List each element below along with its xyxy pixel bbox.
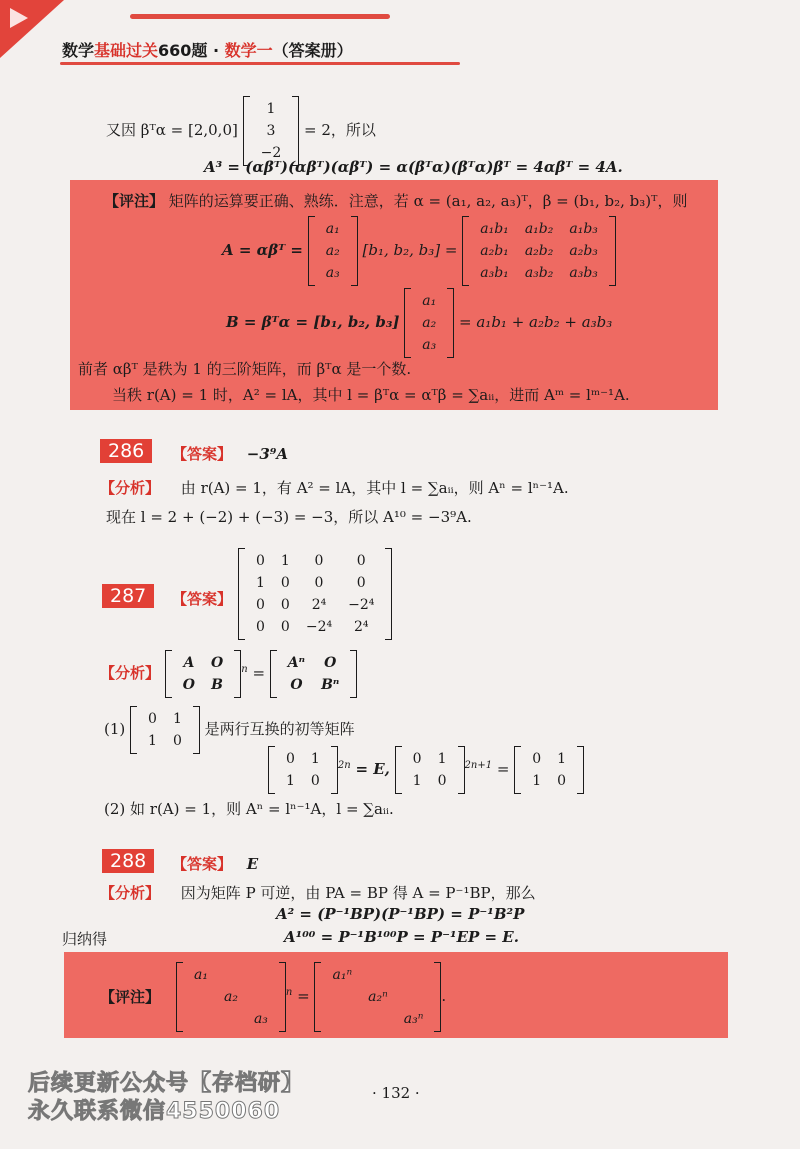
q287-number: 287 xyxy=(102,585,154,607)
q287-part1-eq: 0 1 1 0 $^{2n}$ = E, 0 1 1 0 $^{2n+1}$ = 0 1 1 0 xyxy=(268,746,584,794)
q288-analysis-3: A¹⁰⁰ = P⁻¹B¹⁰⁰P = P⁻¹EP = E. xyxy=(284,928,519,946)
q286-answer: 【答案】 −3⁹A xyxy=(172,445,289,463)
q288-answer: 【答案】 E xyxy=(172,855,259,873)
diag-matrix: a₁ a₂ a₃ xyxy=(176,962,286,1032)
header-rule-bottom xyxy=(60,62,460,65)
block-matrix-rhs: Aⁿ O O Bⁿ xyxy=(270,650,358,698)
top-line1: 又因 βᵀα = [2,0,0] 1 3 −2 = 2，所以 xyxy=(106,96,376,166)
note2-diag-eq: a₁ a₂ a₃ $^n$ = a₁ⁿ a₂ⁿ a₃ⁿ . xyxy=(176,962,446,1032)
q286-analysis-2: 现在 l = 2 + (−2) + (−3) = −3，所以 A¹⁰ = −3⁹A. xyxy=(106,508,472,526)
note1-intro: 【评注】 矩阵的运算要正确、熟练．注意，若 α = (a₁, a₂, a₃)ᵀ，β = (b₁, b₂, b₃)ᵀ，则 xyxy=(104,192,688,210)
vector-1-3-neg2: 1 3 −2 xyxy=(243,96,300,166)
q287-analysis-block: 【分析】 A O O B $^n$ = Aⁿ O O Bⁿ xyxy=(100,650,357,698)
column-vector-a: a₁ a₂ a₃ xyxy=(308,216,358,286)
q287-answer-matrix: 0 1 0 0 1 0 0 0 0 0 2⁴ −2⁴ 0 0 −2⁴ 2⁴ xyxy=(238,548,392,640)
q287-part2: (2) 如 r(A) = 1，则 Aⁿ = lⁿ⁻¹A，l = ∑aᵢᵢ. xyxy=(104,800,394,818)
play-icon xyxy=(10,8,28,28)
q288-number: 288 xyxy=(102,850,154,872)
swap-matrix: 0 1 1 0 xyxy=(130,706,200,754)
note1-eq-B: B = βᵀα = [b₁, b₂, b₃] a₁ a₂ a₃ = a₁b₁ + a₂b₂ + a₃b₃ xyxy=(226,288,612,358)
q287-answer-label: 【答案】 xyxy=(172,590,233,608)
diag-power-matrix: a₁ⁿ a₂ⁿ a₃ⁿ xyxy=(314,962,441,1032)
block-matrix-lhs: A O O B xyxy=(165,650,241,698)
top-line2: A³ = (αβᵀ)(αβᵀ)(αβᵀ) = α(βᵀα)(βᵀα)βᵀ = 4αβᵀ = 4A. xyxy=(204,158,623,176)
note1-line4: 当秩 r(A) = 1 时，A² = lA，其中 l = βᵀα = αᵀβ = ∑aᵢᵢ，进而 Aᵐ = lᵐ⁻¹A. xyxy=(112,386,630,404)
q286-analysis-1: 【分析】 由 r(A) = 1，有 A² = lA，其中 l = ∑aᵢᵢ，则 Aⁿ = lⁿ⁻¹A. xyxy=(100,479,569,497)
column-vector-a-2: a₁ a₂ a₃ xyxy=(404,288,454,358)
watermark: 后续更新公众号【存档研】 永久联系微信4550060 xyxy=(28,1071,305,1124)
note2-label: 【评注】 xyxy=(100,988,161,1006)
header-rule-top xyxy=(130,14,390,19)
q288-induct-label: 归纳得 xyxy=(62,930,108,948)
page-number: · 132 · xyxy=(372,1084,420,1102)
q287-part1: (1) 0 1 1 0 是两行互换的初等矩阵 xyxy=(104,706,355,754)
page-header-title: 数学基础过关660题 · 数学一（答案册） xyxy=(62,41,353,60)
note1-line3: 前者 αβᵀ 是秩为 1 的三阶矩阵，而 βᵀα 是一个数. xyxy=(78,360,412,378)
q288-analysis-2: A² = (P⁻¹BP)(P⁻¹BP) = P⁻¹B²P xyxy=(276,905,525,923)
q288-analysis-1: 【分析】 因为矩阵 P 可逆，由 PA = BP 得 A = P⁻¹BP，那么 xyxy=(100,884,536,902)
note1-eq-A: A = αβᵀ = a₁ a₂ a₃ [b₁, b₂, b₃] = a₁b₁ a₁b₂ a₁b₃ a₂b₁ a₂b₂ a₂b₃ a₃b₁ a₃b₂ a₃b₃ xyxy=(222,216,616,286)
outer-product-matrix: a₁b₁ a₁b₂ a₁b₃ a₂b₁ a₂b₂ a₂b₃ a₃b₁ a₃b₂ a₃b₃ xyxy=(462,216,616,286)
q286-number: 286 xyxy=(100,440,152,462)
